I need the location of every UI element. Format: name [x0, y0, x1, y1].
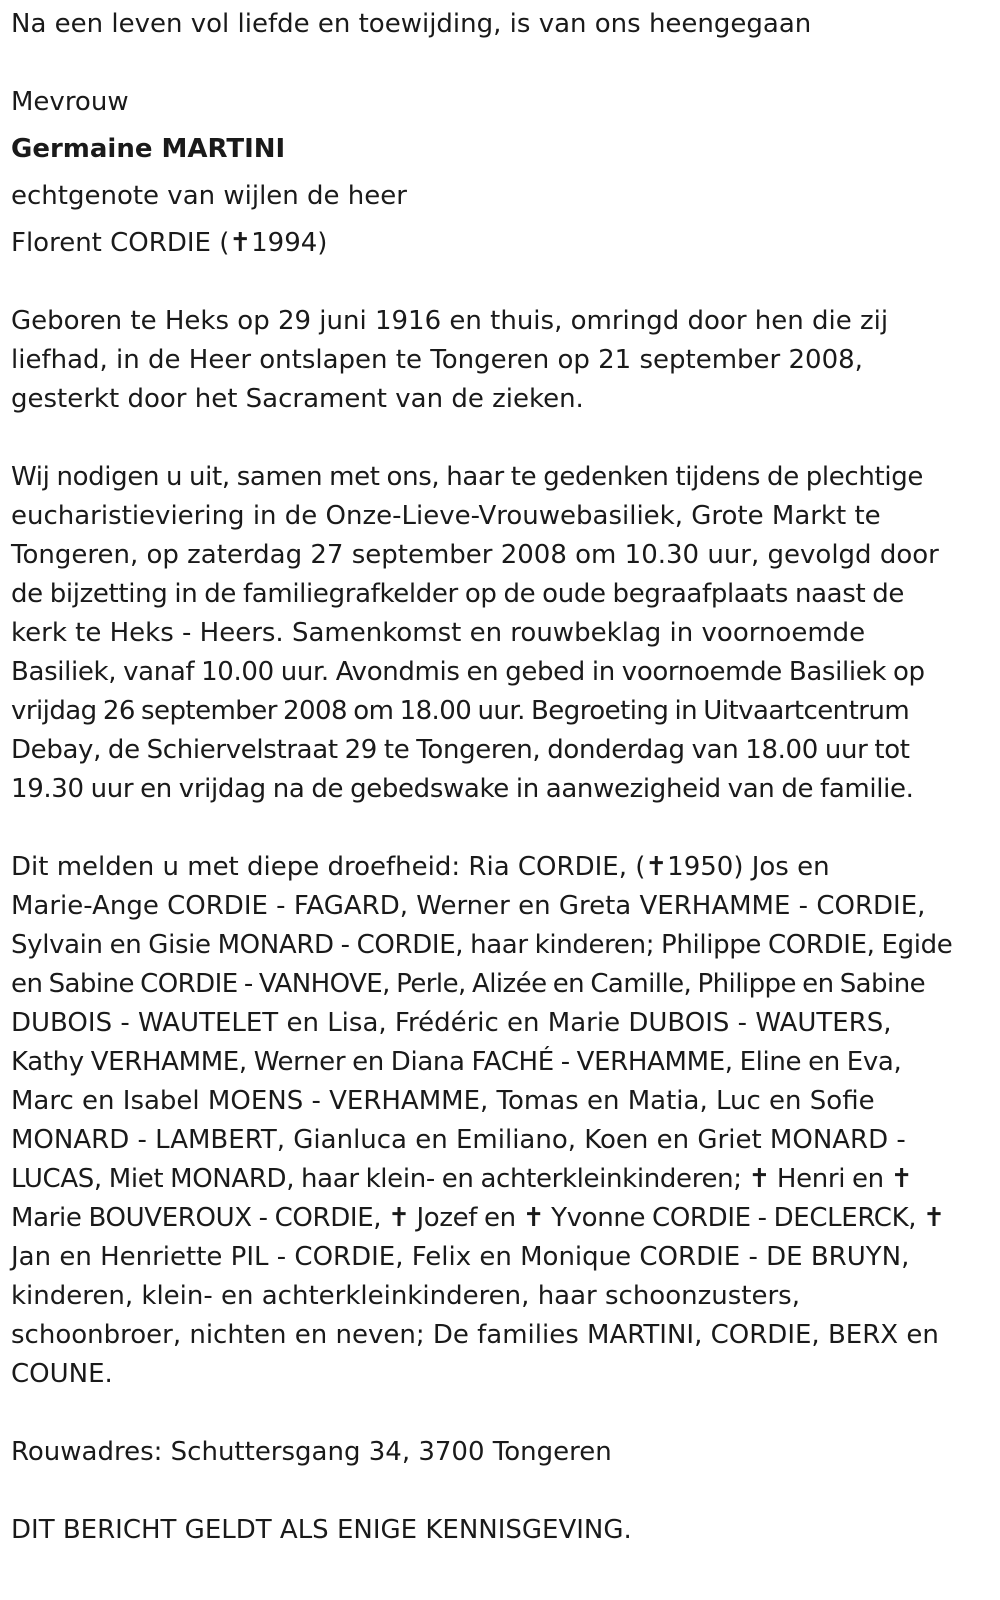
spacer	[11, 44, 1000, 83]
family-line: LUCAS, Miet MONARD, haar klein- en achterkleinkinderen; ✝ Henri en ✝	[11, 1164, 913, 1194]
ceremony-line: Debay, de Schiervelstraat 29 te Tongeren, donderdag van 18.00 uur tot	[11, 735, 910, 765]
birth-death-paragraph	[11, 302, 1000, 419]
family-line: Sylvain en Gisie MONARD - CORDIE, haar kinderen; Philippe CORDIE, Egide	[11, 930, 953, 960]
ceremony-paragraph	[11, 458, 1000, 809]
spacer	[11, 1394, 1000, 1433]
ceremony-line: de bijzetting in de familiegrafkelder op de oude begraafplaats naast de	[11, 579, 905, 609]
family-line: DUBOIS - WAUTELET en Lisa, Frédéric en Marie DUBOIS - WAUTERS,	[11, 1008, 892, 1038]
family-line: Marie BOUVEROUX - CORDIE, ✝ Jozef en ✝ Yvonne CORDIE - DECLERCK, ✝	[11, 1203, 945, 1233]
ceremony-line: kerk te Heks - Heers. Samenkomst en rouwbeklag in voornoemde	[11, 618, 866, 648]
birth-death-line: Geboren te Heks op 29 juni 1916 en thuis, omringd door hen die zij	[11, 306, 889, 336]
spouse-line-2: Florent CORDIE (✝1994)	[11, 228, 328, 258]
deceased-name: Germaine MARTINI	[11, 134, 286, 164]
family-line: Marc en Isabel MOENS - VERHAMME, Tomas en Matia, Luc en Sofie	[11, 1086, 875, 1116]
family-line: schoonbroer, nichten en neven; De families MARTINI, CORDIE, BERX en	[11, 1320, 939, 1350]
spacer	[11, 1472, 1000, 1511]
family-line: kinderen, klein- en achterkleinkinderen, haar schoonzusters,	[11, 1281, 800, 1311]
family-line: en Sabine CORDIE - VANHOVE, Perle, Alizée en Camille, Philippe en Sabine	[11, 969, 926, 999]
birth-death-line: liefhad, in de Heer ontslapen te Tongeren op 21 september 2008,	[11, 345, 863, 375]
spacer	[11, 419, 1000, 458]
ceremony-line: Wij nodigen u uit, samen met ons, haar te gedenken tijdens de plechtige	[11, 462, 924, 492]
ceremony-line: Basiliek, vanaf 10.00 uur. Avondmis en gebed in voornoemde Basiliek op	[11, 657, 925, 687]
spacer	[11, 122, 1000, 130]
ceremony-line: 19.30 uur en vrijdag na de gebedswake in aanwezigheid van de familie.	[11, 774, 914, 804]
mourning-address: Rouwadres: Schuttersgang 34, 3700 Tongeren	[11, 1437, 612, 1467]
intro-text: Na een leven vol liefde en toewijding, is van ons heengegaan	[11, 9, 812, 39]
spacer	[11, 216, 1000, 224]
ceremony-line: Tongeren, op zaterdag 27 september 2008 om 10.30 uur, gevolgd door	[11, 540, 939, 570]
family-line: COUNE.	[11, 1359, 113, 1389]
closing-statement: DIT BERICHT GELDT ALS ENIGE KENNISGEVING.	[11, 1515, 632, 1545]
family-line: Marie-Ange CORDIE - FAGARD, Werner en Greta VERHAMME - CORDIE,	[11, 891, 926, 921]
birth-death-line: gesterkt door het Sacrament van de zieken.	[11, 384, 584, 414]
honorific: Mevrouw	[11, 87, 129, 117]
spacer	[11, 263, 1000, 302]
ceremony-line: eucharistieviering in de Onze-Lieve-Vrouwebasiliek, Grote Markt te	[11, 501, 881, 531]
family-line: Kathy VERHAMME, Werner en Diana FACHÉ - VERHAMME, Eline en Eva,	[11, 1047, 902, 1077]
family-paragraph	[11, 848, 1000, 1394]
ceremony-line: vrijdag 26 september 2008 om 18.00 uur. Begroeting in Uitvaartcentrum	[11, 696, 910, 726]
family-line: MONARD - LAMBERT, Gianluca en Emiliano, Koen en Griet MONARD -	[11, 1125, 906, 1155]
spouse-line-1: echtgenote van wijlen de heer	[11, 181, 407, 211]
spacer	[11, 809, 1000, 848]
family-line: Jan en Henriette PIL - CORDIE, Felix en Monique CORDIE - DE BRUYN,	[11, 1242, 910, 1272]
family-line: Dit melden u met diepe droefheid: Ria CORDIE, (✝1950) Jos en	[11, 852, 830, 882]
spacer	[11, 169, 1000, 177]
